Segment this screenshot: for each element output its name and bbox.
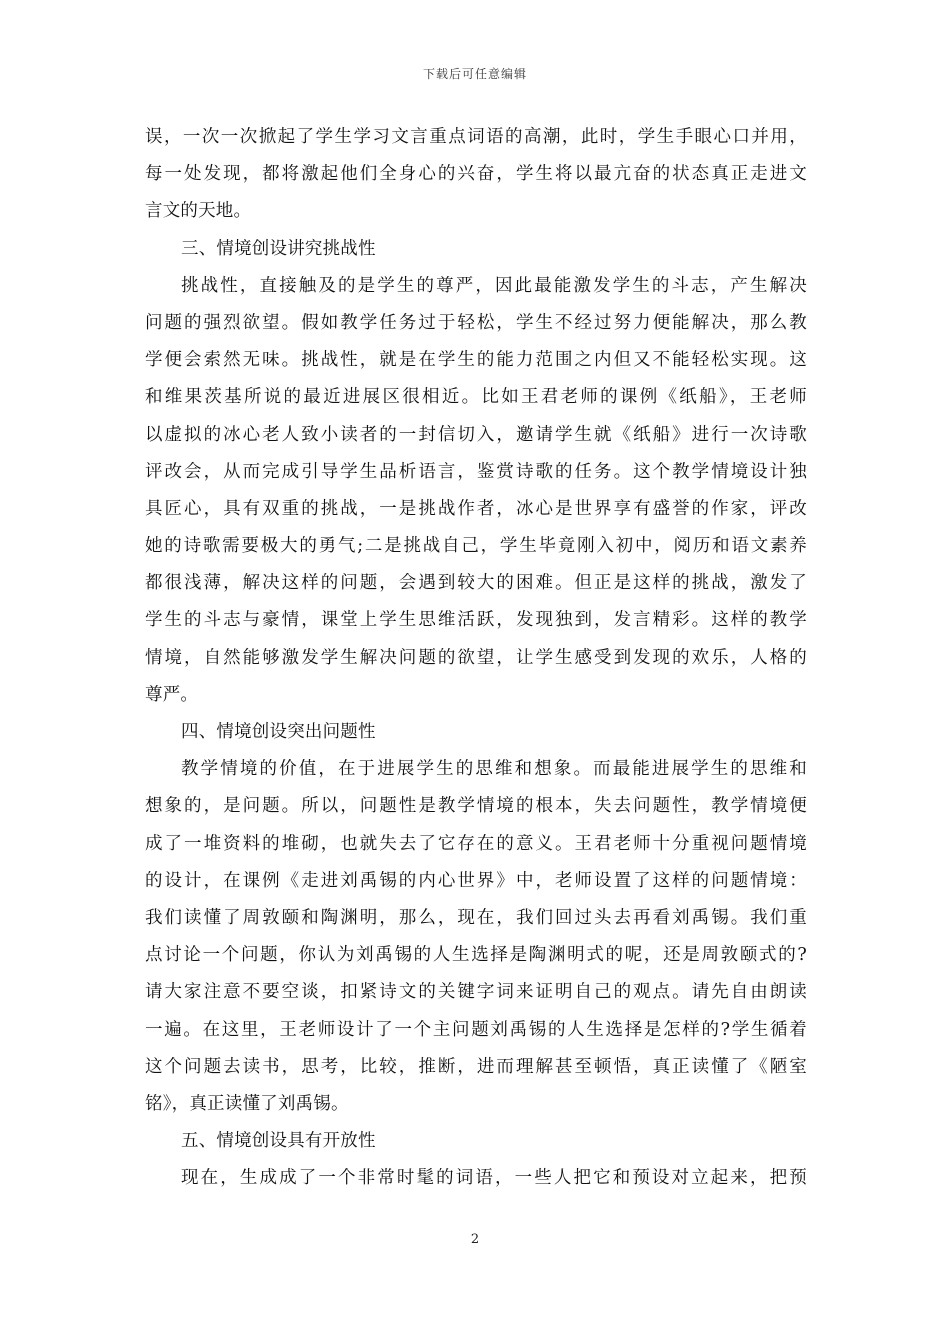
text-line: 这个问题去读书，思考，比较，推断，进而理解甚至顿悟，真正读懂了《陋室 [145,1056,807,1077]
text-line: 评改会，从而完成引导学生品析语言，鉴赏诗歌的任务。这个教学情境设计独 [145,461,807,482]
text-line: 问题的强烈欲望。假如教学任务过于轻松，学生不经过努力便能解决，那么教 [145,312,807,333]
text-line: 成了一堆资料的堆砌，也就失去了它存在的意义。王君老师十分重视问题情境 [145,833,807,854]
text-line: 一遍。在这里，王老师设计了一个主问题刘禹锡的人生选择是怎样的?学生循着 [145,1019,807,1040]
text-line: 现在，生成成了一个非常时髦的词语，一些人把它和预设对立起来，把预 [181,1168,807,1189]
text-line: 想象的，是问题。所以，问题性是教学情境的根本，失去问题性，教学情境便 [145,796,807,817]
text-line: 每一处发现，都将激起他们全身心的兴奋，学生将以最亢奋的状态真正走进文 [145,164,807,185]
text-line: 学生的斗志与豪情，课堂上学生思维活跃，发现独到，发言精彩。这样的教学 [145,610,807,631]
page-number: 2 [470,1232,480,1247]
text-line: 挑战性，直接触及的是学生的尊严，因此最能激发学生的斗志，产生解决 [181,275,807,296]
document-body [145,119,807,1197]
text-line: 教学情境的价值，在于进展学生的思维和想象。而最能进展学生的思维和 [181,759,807,780]
text-line: 我们读懂了周敦颐和陶渊明，那么，现在，我们回过头去再看刘禹锡。我们重 [145,907,807,928]
text-line: 学便会索然无味。挑战性，就是在学生的能力范围之内但又不能轻松实现。这 [145,350,807,371]
text-line: 点讨论一个问题，你认为刘禹锡的人生选择是陶渊明式的呢，还是周敦颐式的? [145,945,807,966]
text-line: 四、情境创设突出问题性 [181,722,376,742]
text-line: 尊严。 [145,684,199,705]
text-line: 的设计，在课例《走进刘禹锡的内心世界》中，老师设置了这样的问题情境： [145,870,807,891]
text-line: 误，一次一次掀起了学生学习文言重点词语的高潮，此时，学生手眼心口并用， [145,127,807,147]
text-line: 和维果茨基所说的最近进展区很相近。比如王君老师的课例《纸船》，王老师 [145,387,807,408]
text-line: 三、情境创设讲究挑战性 [181,238,376,259]
text-line: 情境，自然能够激发学生解决问题的欲望，让学生感受到发现的欢乐，人格的 [145,647,807,668]
text-line: 言文的天地。 [145,201,252,222]
text-line: 请大家注意不要空谈，扣紧诗文的关键字词来证明自己的观点。请先自由朗读 [145,982,807,1003]
text-line: 都很浅薄，解决这样的问题，会遇到较大的困难。但正是这样的挑战，激发了 [145,573,807,594]
text-line: 五、情境创设具有开放性 [181,1131,376,1152]
text-line: 铭》，真正读懂了刘禹锡。 [145,1093,349,1114]
text-line: 她的诗歌需要极大的勇气;二是挑战自己，学生毕竟刚入初中，阅历和语文素养 [145,536,807,557]
page-header: 下载后可任意编辑 [422,67,527,81]
text-line: 以虚拟的冰心老人致小读者的一封信切入，邀请学生就《纸船》进行一次诗歌 [145,424,807,445]
text-line: 具匠心，具有双重的挑战，一是挑战作者，冰心是世界享有盛誉的作家，评改 [145,498,807,519]
